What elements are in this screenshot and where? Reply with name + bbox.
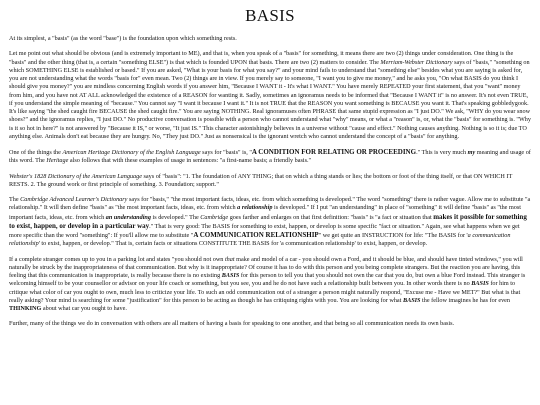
text-run: If a complete stranger comes up to you in a parking lot and states "you should not own — [9, 255, 225, 263]
text-run: is developed." The — [150, 213, 201, 221]
text-run: says for "basis," "the most important facts, ideas, etc. from which something is developed." The word "something" there is rather vague. Allow me to substitute "a relationship." It will then define "basis" as "the most important facts, ideas, etc. from which — [9, 196, 531, 212]
dictionary-title-cambridge: Cambridge Advanced Learner's Dictionary — [20, 196, 128, 203]
emphasis-basis: BASIS — [471, 280, 489, 288]
text-run: The — [9, 196, 21, 203]
intro-paragraph — [9, 35, 531, 43]
emphasis-that: that — [224, 255, 235, 263]
text-run: says of "basis," "something on which SOMETHING ELSE is established or based." If you are asked, "What is your basis for what you say?" and your mind fails to understand that "something else" besides what you are saying is asked for, you are not understanding what the words "basis for" even mean. Two (2) things are in view. If you merely say to someone, "I want you to give me money," and he asks you, "On what BASIS do you think I should give you money?" you are mindless concerning English words if you answer him, "Because I WANT it - It's what I WANT." You have merely REPEATED your first statement, that you "want" money from him, and you have not AT ALL acknowledged the existence of a REASON for wanting it. Sadly, sometimes an ignoramus needs to be informed that "Because I WANT it" is no answer. It's not even TRUE, if you understand the simple meaning of "because." You cannot say "I want it because I want it." It is not TRUE that the REASON you want something is BECAUSE you want it. That's speaking gobbledygook. It's like saying "the shed caught fire BECAUSE the shed caught fire." You are saying NOTHING. Real ignoramuses often PHRASE that same stupid expression as "I just DO." We ask, "WHY do you wear snow shoes?" and the ignoramus replies, "I just DO." No productive conversation is possible with a person who cannot understand what "why" means, or what a "reason" is, or, what the "basis" for something is. "Why is it so hot in here?" is not answered by "Because it IS," or worse, "It just IS." This character astonishingly believes in a universe without "cause and effect." Nothing causes anything. Nothing is so it is; due TO anything else. Animals don't eat because they are hungry. No, "They just DO." Just as nonsensical is the ignorant wretch who cannot understand the concept of a "basis" for anything. — [9, 58, 531, 140]
webster-1828-paragraph — [9, 173, 531, 190]
text-run: also follows that with these examples of usage in sentences: "a first-name basis; a friendly basis." — [68, 157, 312, 165]
page-title: BASIS — [245, 6, 295, 25]
bold-communication-relationship: A COMMUNICATION RELATIONSHIP — [193, 231, 319, 239]
emphasis-a-relationship: a relationship — [237, 204, 273, 212]
text-run: " we get quite an INSTRUCTION for life: "The BASIS for ' — [318, 232, 468, 239]
text-run: Let me point out what should be obvious (and is extremely important to ME), and that is, when you speak of a "basis" for something, it means there are two (2) things under consideration. One thing is the "basis" and the other thing (that is, a certain "something ELSE") is that which is founded UPON that basis. There are two (2) matters to consider. The — [9, 50, 514, 66]
text-run: ." This is very much — [416, 149, 468, 156]
text-run: says for "basis" is, " — [200, 149, 252, 156]
text-run: for this person to tell you that you should not own the car that you do, but own a blue Ford instead. This stranger is welcoming himself to be your counsellor or advisor on your life coach or something, but you see, you and he do not have such a relationship built between you. In other words there is no — [9, 272, 526, 288]
text-run: the fellow imagines he has for even — [420, 296, 511, 304]
text-run: ' to exist, happen, or develop." That is, certain facts or situations CONSTITUTE THE BASIS for 'a communication relationship' to exist, happen, or develop. — [38, 240, 428, 248]
heritage-paragraph — [9, 148, 531, 166]
text-run: says of "basis": "1. The foundation of ANY THING; that on which a thing stands or lies; the bottom or foot of the thing itself, or that ON WHICH IT RESTS. 2. The ground work or first principle of something. 3. Foundation; support." — [9, 172, 513, 188]
closing-paragraph — [9, 320, 531, 328]
dictionary-title-heritage: Heritage — [46, 157, 69, 165]
parking-lot-paragraph — [9, 256, 531, 314]
cambridge-paragraph — [9, 196, 531, 249]
emphasis-basis: BASIS — [402, 296, 421, 304]
dictionary-title-merriam-webster: Merriam-Webster Dictionary — [380, 58, 453, 66]
text-run: One of the things the — [9, 149, 63, 156]
text-run: make and model of a car - you should own a Ford, and it should be blue, and should have tinted windows," you will naturally be struck by the inappropriateness of that communication. But why is it inappropriate? Of course it has to do with this person and you being complete strangers. But the reaction you are having, this feeling that this communication is inappropriate, is really because there is no existing — [9, 255, 523, 279]
emphasis-basis: BASIS — [221, 272, 240, 279]
dictionary-title-webster-1828: Webster's 1828 Dictionary of the American Language — [9, 172, 142, 180]
dictionary-title-cambridge-short: Cambridge — [200, 213, 229, 221]
emphasis-my: my — [467, 149, 476, 156]
text-run: about what car you ought to have. — [41, 305, 127, 312]
two-things-paragraph — [9, 50, 531, 141]
text-run: Further, many of the things we do in conversation with others are all matters of having a basis for speaking to one another, and that being so all communication needs its own basis. — [9, 320, 455, 328]
emphasis-communication-relationship: a communication relationship — [9, 232, 511, 248]
text-run: is developed." If I put "an understanding" in place of "something" it will define "basis" as "the most important facts, ideas, etc. from which — [9, 204, 522, 221]
text-run: goes farther and enlarges on that first definition: "basis" is "a fact or situation that — [228, 213, 434, 221]
bold-definition: A CONDITION FOR RELATING OR PROCEEDING — [251, 148, 417, 156]
text-run: for him to critique what color of car you ought to own, much less to criticize your life. To such an odd communication out of a stranger a person might naturally respond, "Excuse me - Have we MET?" But what is that really asking? Your mind is searching for some "justification" for this person to be acting as though he has critiquing rights with you. You are looking for what — [9, 280, 521, 304]
text-run: meaning and usage of this word. The — [9, 149, 531, 165]
text-run: ." That is very good: The BASIS for something to exist, happen, or develop is some specific "fact or situation." Again, see what happens when we get more specific than the word "something": If you'll allow me to substitute " — [9, 222, 520, 239]
emphasis-an-understanding: an understanding — [105, 213, 151, 221]
bold-definition: makes it possible for something to exist, happen, or develop in a particular way — [9, 212, 527, 230]
dictionary-title-american-heritage: American Heritage Dictionary of the English Language — [62, 149, 201, 156]
emphasis-thinking: THINKING — [9, 305, 42, 312]
intro-text: At its simplest, a "basis" (as the word "base") is the foundation upon which something rests. — [9, 35, 237, 42]
